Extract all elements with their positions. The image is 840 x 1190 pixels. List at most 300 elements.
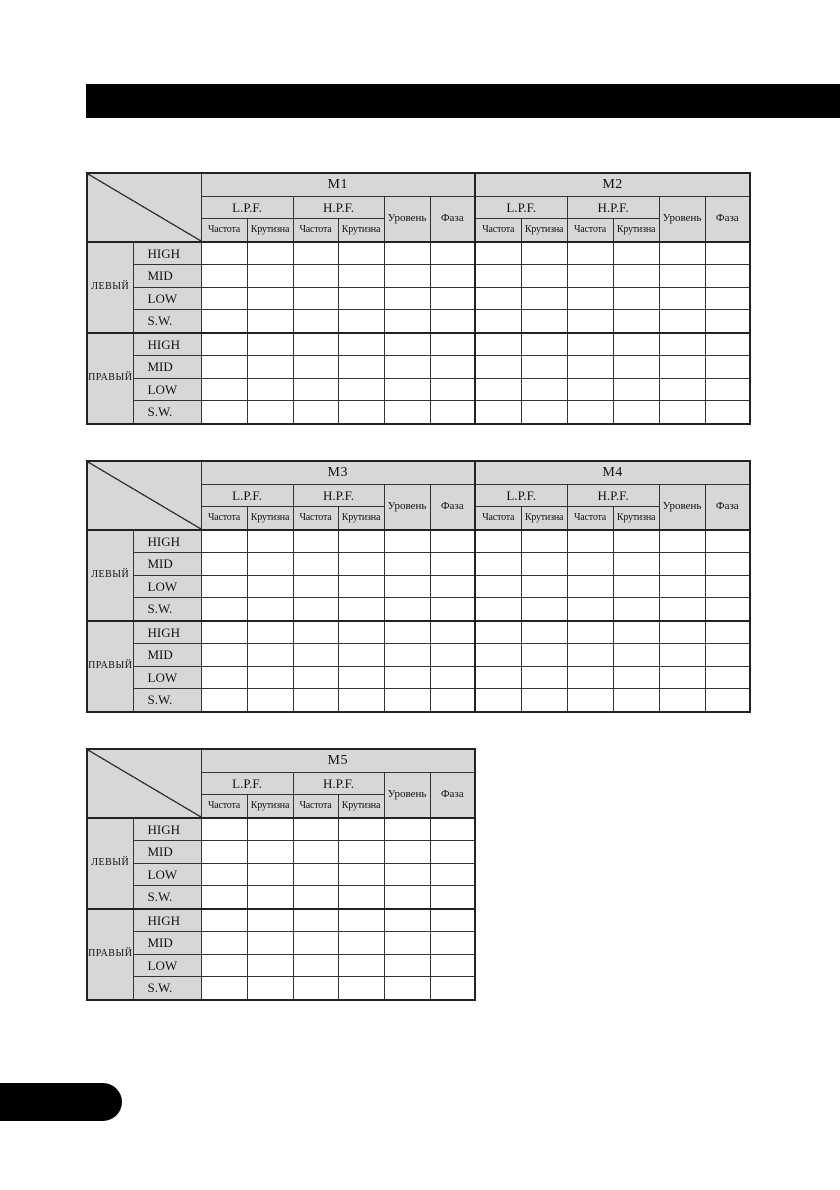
value-cell [430, 621, 475, 644]
value-cell [430, 265, 475, 288]
memory-header: M3 [201, 461, 475, 484]
value-cell [659, 644, 705, 667]
table-row [87, 932, 475, 955]
slope-header: Крутизна [613, 219, 659, 242]
value-cell [293, 553, 338, 576]
side-label-left: ЛЕВЫЙ [87, 818, 133, 909]
value-cell [659, 310, 705, 333]
band-label: HIGH [133, 909, 201, 932]
band-label: S.W. [133, 689, 201, 712]
value-cell [430, 644, 475, 667]
value-cell [384, 932, 430, 955]
phase-header: Фаза [430, 484, 475, 530]
value-cell [475, 666, 521, 689]
value-cell [659, 265, 705, 288]
value-cell [247, 818, 293, 841]
value-cell [201, 909, 247, 932]
value-cell [338, 886, 384, 909]
value-cell [430, 575, 475, 598]
value-cell [201, 333, 247, 356]
table-row [87, 818, 475, 841]
value-cell [613, 575, 659, 598]
value-cell [659, 598, 705, 621]
value-cell [613, 689, 659, 712]
value-cell [613, 401, 659, 424]
frequency-header: Частота [567, 507, 613, 530]
value-cell [705, 378, 750, 401]
value-cell [567, 621, 613, 644]
value-cell [430, 932, 475, 955]
value-cell [247, 401, 293, 424]
value-cell [613, 666, 659, 689]
table-row [87, 173, 750, 196]
value-cell [430, 378, 475, 401]
value-cell [659, 287, 705, 310]
value-cell [247, 333, 293, 356]
value-cell [201, 863, 247, 886]
memory-header: M4 [475, 461, 750, 484]
value-cell [521, 666, 567, 689]
table-row [87, 841, 475, 864]
lpf-header: L.P.F. [201, 772, 293, 795]
value-cell [247, 863, 293, 886]
value-cell [247, 242, 293, 265]
value-cell [475, 598, 521, 621]
value-cell [567, 553, 613, 576]
band-label: MID [133, 265, 201, 288]
value-cell [201, 242, 247, 265]
value-cell [567, 575, 613, 598]
band-label: HIGH [133, 621, 201, 644]
value-cell [475, 689, 521, 712]
table-row [87, 666, 750, 689]
value-cell [613, 378, 659, 401]
value-cell [338, 575, 384, 598]
value-cell [613, 333, 659, 356]
value-cell [521, 530, 567, 553]
value-cell [293, 575, 338, 598]
section-header-bar [86, 84, 840, 118]
value-cell [659, 530, 705, 553]
frequency-header: Частота [293, 795, 338, 818]
value-cell [475, 644, 521, 667]
value-cell [247, 909, 293, 932]
value-cell [705, 575, 750, 598]
phase-header: Фаза [705, 484, 750, 530]
value-cell [475, 621, 521, 644]
value-cell [705, 401, 750, 424]
side-label-left: ЛЕВЫЙ [87, 242, 133, 333]
value-cell [475, 378, 521, 401]
value-cell [201, 378, 247, 401]
level-header: Уровень [384, 484, 430, 530]
value-cell [613, 598, 659, 621]
value-cell [567, 530, 613, 553]
value-cell [338, 909, 384, 932]
band-label: S.W. [133, 886, 201, 909]
value-cell [293, 401, 338, 424]
value-cell [338, 530, 384, 553]
band-label: HIGH [133, 818, 201, 841]
value-cell [293, 356, 338, 379]
value-cell [338, 863, 384, 886]
memory-header: M5 [201, 749, 475, 772]
slope-header: Крутизна [247, 219, 293, 242]
value-cell [567, 287, 613, 310]
value-cell [705, 356, 750, 379]
value-cell [247, 378, 293, 401]
value-cell [384, 265, 430, 288]
hpf-header: H.P.F. [293, 196, 384, 219]
frequency-header: Частота [293, 219, 338, 242]
band-label: MID [133, 553, 201, 576]
value-cell [338, 242, 384, 265]
value-cell [201, 977, 247, 1000]
value-cell [293, 886, 338, 909]
value-cell [201, 401, 247, 424]
table-row [87, 310, 750, 333]
value-cell [521, 689, 567, 712]
value-cell [567, 401, 613, 424]
memory-header: M1 [201, 173, 475, 196]
value-cell [705, 265, 750, 288]
band-label: LOW [133, 863, 201, 886]
value-cell [659, 666, 705, 689]
value-cell [201, 886, 247, 909]
value-cell [338, 378, 384, 401]
value-cell [293, 621, 338, 644]
table-row [87, 242, 750, 265]
value-cell [384, 909, 430, 932]
value-cell [475, 287, 521, 310]
value-cell [338, 287, 384, 310]
value-cell [430, 310, 475, 333]
phase-header: Фаза [705, 196, 750, 242]
value-cell [201, 841, 247, 864]
value-cell [475, 333, 521, 356]
value-cell [338, 932, 384, 955]
value-cell [659, 401, 705, 424]
value-cell [475, 553, 521, 576]
value-cell [293, 818, 338, 841]
value-cell [338, 310, 384, 333]
value-cell [247, 287, 293, 310]
value-cell [247, 644, 293, 667]
value-cell [659, 575, 705, 598]
band-label: LOW [133, 378, 201, 401]
value-cell [430, 598, 475, 621]
value-cell [338, 954, 384, 977]
value-cell [521, 310, 567, 333]
phase-header: Фаза [430, 196, 475, 242]
value-cell [201, 818, 247, 841]
value-cell [247, 265, 293, 288]
value-cell [293, 932, 338, 955]
table-row [87, 689, 750, 712]
memory-header: M2 [475, 173, 750, 196]
value-cell [384, 530, 430, 553]
value-cell [705, 689, 750, 712]
band-label: LOW [133, 287, 201, 310]
value-cell [384, 621, 430, 644]
value-cell [338, 621, 384, 644]
value-cell [384, 287, 430, 310]
hpf-header: H.P.F. [293, 484, 384, 507]
value-cell [567, 333, 613, 356]
value-cell [430, 863, 475, 886]
level-header: Уровень [384, 196, 430, 242]
value-cell [475, 310, 521, 333]
value-cell [201, 932, 247, 955]
value-cell [201, 666, 247, 689]
value-cell [521, 287, 567, 310]
table-corner-cell [87, 173, 201, 242]
frequency-header: Частота [201, 219, 247, 242]
value-cell [613, 553, 659, 576]
value-cell [201, 530, 247, 553]
value-cell [293, 644, 338, 667]
slope-header: Крутизна [338, 795, 384, 818]
value-cell [613, 287, 659, 310]
table-row [87, 265, 750, 288]
value-cell [430, 333, 475, 356]
value-cell [247, 954, 293, 977]
value-cell [201, 553, 247, 576]
value-cell [338, 401, 384, 424]
value-cell [384, 666, 430, 689]
table-row [87, 909, 475, 932]
side-label-right: ПРАВЫЙ [87, 621, 133, 712]
band-label: S.W. [133, 310, 201, 333]
value-cell [338, 598, 384, 621]
value-cell [384, 378, 430, 401]
value-cell [567, 310, 613, 333]
value-cell [247, 598, 293, 621]
value-cell [201, 265, 247, 288]
hpf-header: H.P.F. [567, 196, 659, 219]
band-label: S.W. [133, 977, 201, 1000]
band-label: MID [133, 644, 201, 667]
value-cell [475, 356, 521, 379]
value-cell [705, 621, 750, 644]
value-cell [247, 356, 293, 379]
band-label: MID [133, 932, 201, 955]
lpf-header: L.P.F. [201, 196, 293, 219]
band-label: LOW [133, 666, 201, 689]
value-cell [201, 644, 247, 667]
value-cell [659, 242, 705, 265]
slope-header: Крутизна [521, 507, 567, 530]
value-cell [338, 841, 384, 864]
value-cell [613, 356, 659, 379]
value-cell [338, 818, 384, 841]
value-cell [430, 530, 475, 553]
value-cell [567, 598, 613, 621]
slope-header: Крутизна [613, 507, 659, 530]
band-label: MID [133, 356, 201, 379]
value-cell [384, 977, 430, 1000]
lpf-header: L.P.F. [475, 196, 567, 219]
level-header: Уровень [659, 196, 705, 242]
value-cell [705, 666, 750, 689]
value-cell [567, 356, 613, 379]
frequency-header: Частота [567, 219, 613, 242]
page-number-tab [0, 1083, 122, 1121]
value-cell [475, 265, 521, 288]
value-cell [567, 689, 613, 712]
band-label: S.W. [133, 598, 201, 621]
value-cell [247, 841, 293, 864]
table-row [87, 575, 750, 598]
table-corner-cell [87, 749, 201, 818]
value-cell [384, 863, 430, 886]
table-row [87, 598, 750, 621]
value-cell [384, 356, 430, 379]
value-cell [338, 644, 384, 667]
value-cell [475, 530, 521, 553]
lpf-header: L.P.F. [475, 484, 567, 507]
value-cell [338, 666, 384, 689]
value-cell [247, 530, 293, 553]
frequency-header: Частота [201, 507, 247, 530]
table-row [87, 863, 475, 886]
hpf-header: H.P.F. [567, 484, 659, 507]
value-cell [521, 356, 567, 379]
table-row [87, 461, 750, 484]
value-cell [293, 265, 338, 288]
value-cell [613, 530, 659, 553]
table-row [87, 287, 750, 310]
value-cell [567, 378, 613, 401]
band-label: LOW [133, 575, 201, 598]
value-cell [475, 242, 521, 265]
value-cell [384, 553, 430, 576]
value-cell [384, 644, 430, 667]
value-cell [384, 841, 430, 864]
value-cell [521, 621, 567, 644]
value-cell [521, 378, 567, 401]
band-label: MID [133, 841, 201, 864]
settings-table-m5 [86, 748, 476, 1001]
value-cell [430, 287, 475, 310]
value-cell [567, 666, 613, 689]
value-cell [338, 977, 384, 1000]
value-cell [430, 401, 475, 424]
value-cell [247, 310, 293, 333]
table-row [87, 553, 750, 576]
value-cell [705, 287, 750, 310]
table-row [87, 333, 750, 356]
value-cell [338, 356, 384, 379]
frequency-header: Частота [201, 795, 247, 818]
side-label-left: ЛЕВЫЙ [87, 530, 133, 621]
value-cell [521, 333, 567, 356]
table-row [87, 378, 750, 401]
value-cell [659, 553, 705, 576]
value-cell [247, 689, 293, 712]
value-cell [201, 598, 247, 621]
table-row [87, 530, 750, 553]
table-row [87, 356, 750, 379]
side-label-right: ПРАВЫЙ [87, 333, 133, 424]
value-cell [613, 265, 659, 288]
value-cell [430, 886, 475, 909]
value-cell [384, 598, 430, 621]
value-cell [384, 401, 430, 424]
slope-header: Крутизна [521, 219, 567, 242]
level-header: Уровень [659, 484, 705, 530]
value-cell [705, 333, 750, 356]
value-cell [293, 598, 338, 621]
value-cell [293, 666, 338, 689]
value-cell [384, 818, 430, 841]
hpf-header: H.P.F. [293, 772, 384, 795]
value-cell [475, 575, 521, 598]
frequency-header: Частота [293, 507, 338, 530]
value-cell [293, 863, 338, 886]
value-cell [613, 242, 659, 265]
value-cell [430, 689, 475, 712]
value-cell [705, 644, 750, 667]
band-label: LOW [133, 954, 201, 977]
value-cell [293, 909, 338, 932]
value-cell [247, 977, 293, 1000]
value-cell [430, 553, 475, 576]
side-label-right: ПРАВЫЙ [87, 909, 133, 1000]
value-cell [521, 598, 567, 621]
value-cell [430, 977, 475, 1000]
band-label: HIGH [133, 333, 201, 356]
value-cell [521, 401, 567, 424]
value-cell [521, 553, 567, 576]
phase-header: Фаза [430, 772, 475, 818]
band-label: HIGH [133, 242, 201, 265]
value-cell [293, 689, 338, 712]
value-cell [705, 598, 750, 621]
value-cell [705, 530, 750, 553]
value-cell [247, 575, 293, 598]
slope-header: Крутизна [247, 795, 293, 818]
value-cell [247, 666, 293, 689]
value-cell [430, 909, 475, 932]
band-label: S.W. [133, 401, 201, 424]
value-cell [201, 954, 247, 977]
value-cell [293, 954, 338, 977]
value-cell [384, 575, 430, 598]
value-cell [293, 530, 338, 553]
frequency-header: Частота [475, 219, 521, 242]
level-header: Уровень [384, 772, 430, 818]
value-cell [201, 287, 247, 310]
settings-table-m3-m4 [86, 460, 751, 713]
value-cell [293, 977, 338, 1000]
value-cell [247, 621, 293, 644]
value-cell [430, 841, 475, 864]
value-cell [293, 333, 338, 356]
value-cell [247, 932, 293, 955]
slope-header: Крутизна [338, 219, 384, 242]
value-cell [247, 886, 293, 909]
value-cell [384, 886, 430, 909]
value-cell [338, 265, 384, 288]
table-corner-cell [87, 461, 201, 530]
value-cell [659, 378, 705, 401]
value-cell [201, 310, 247, 333]
value-cell [384, 333, 430, 356]
value-cell [567, 644, 613, 667]
value-cell [201, 356, 247, 379]
value-cell [613, 621, 659, 644]
